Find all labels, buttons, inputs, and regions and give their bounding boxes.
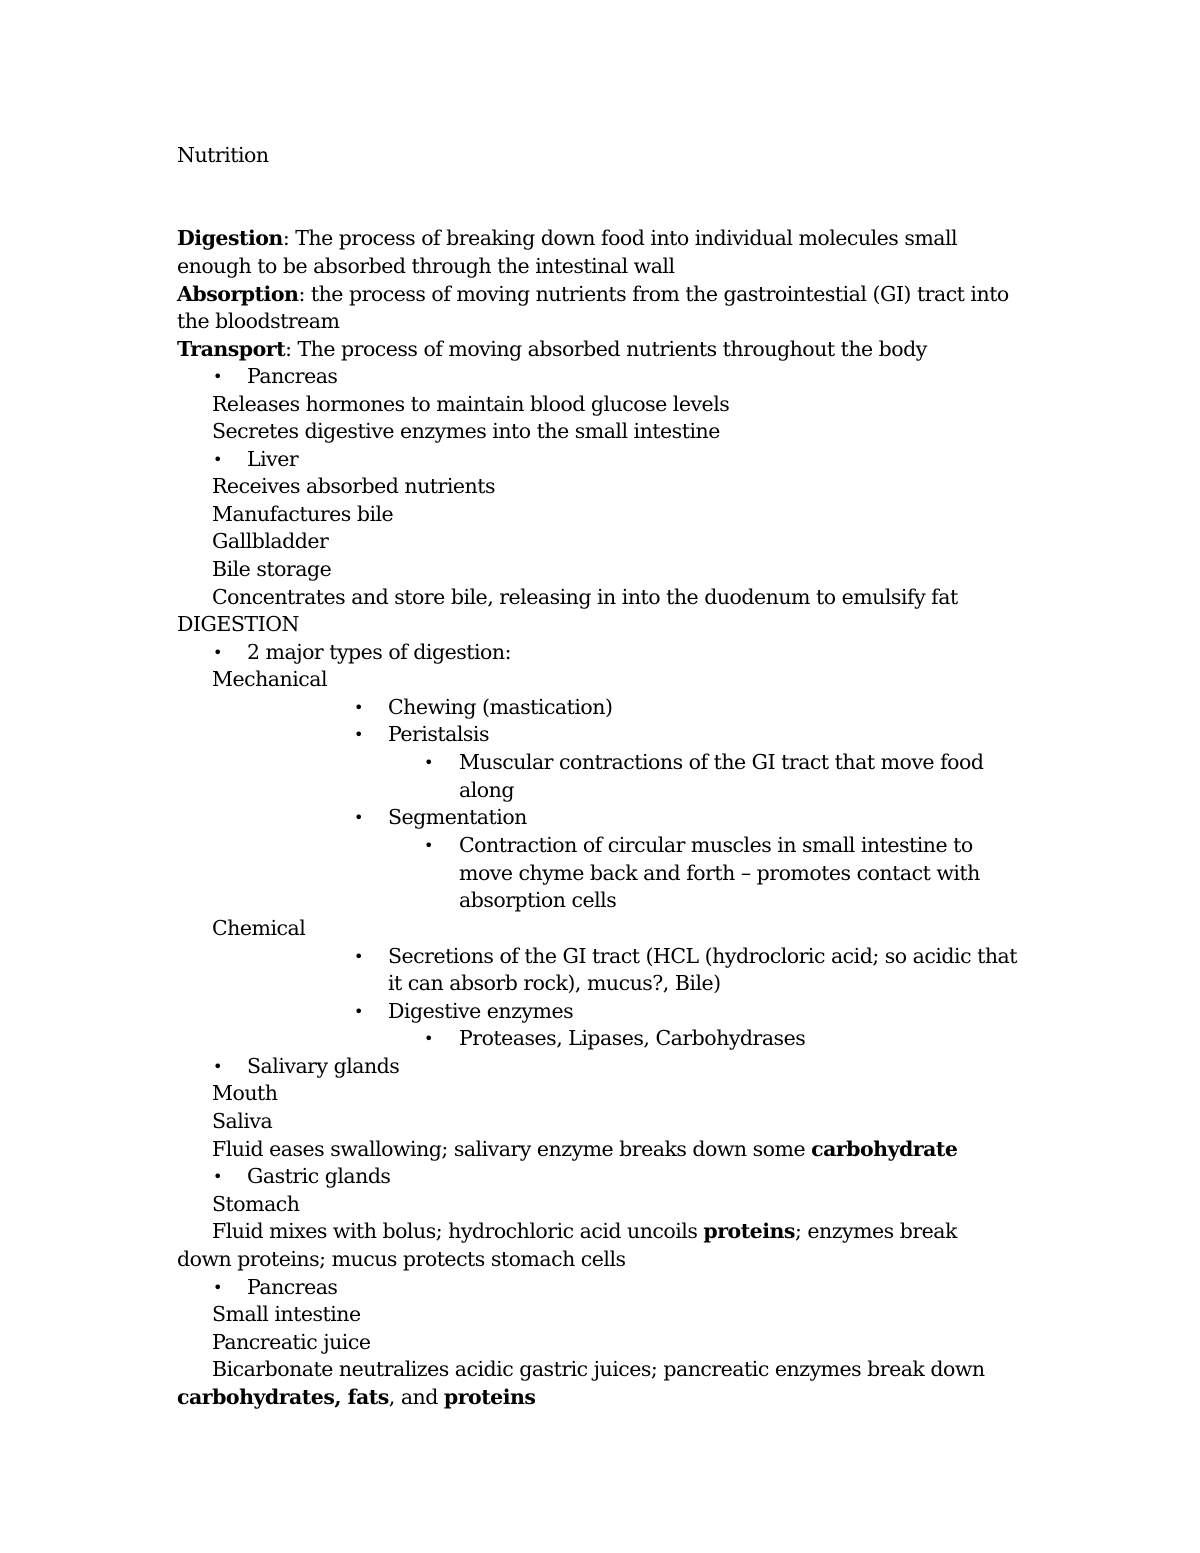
def-term: Transport [177,337,286,361]
mechanical-label: Mechanical [212,667,328,691]
bold-proteins: proteins [443,1385,536,1409]
chemical-secretions-cont: it can absorb rock), mucus?, Bile) [388,971,721,995]
bullet: • [424,836,433,855]
segmentation-detail: Contraction of circular muscles in small intestine to [459,833,973,857]
gallbladder-line-2: Concentrates and store bile, releasing in into the duodenum to emulsify fat [212,585,958,609]
pancreas2-label: Pancreas [247,1275,338,1299]
peristalsis-detail-cont: along [459,778,514,802]
sep-1: , [334,1385,348,1409]
bullet: • [354,1002,363,1021]
salivary-action-bold: carbohydrate [811,1137,958,1161]
salivary-label: Salivary glands [247,1054,400,1078]
liver-line-1: Receives absorbed nutrients [212,474,495,498]
segmentation-detail-cont2: absorption cells [459,888,617,912]
types-bullet: 2 major types of digestion: [247,640,511,664]
gastric-action-text: Fluid mixes with bolus; hydrochloric acid uncoils [212,1219,704,1243]
def-absorption-cont: the bloodstream [177,309,340,333]
salivary-action-text: Fluid eases swallowing; salivary enzyme breaks down some [212,1137,812,1161]
bullet: • [424,753,433,772]
organ-gallbladder: Gallbladder [212,529,329,553]
pancreas2-action: Bicarbonate neutralizes acidic gastric juices; pancreatic enzymes break down [212,1357,985,1381]
bullet: • [213,1057,222,1076]
pancreas2-secretion: Pancreatic juice [212,1330,371,1354]
segmentation-detail-cont: move chyme back and forth – promotes contact with [459,861,980,885]
bullet: • [354,808,363,827]
bullet: • [213,1278,222,1297]
gastric-action [212,1218,957,1245]
bullet: • [354,698,363,717]
gastric-action-bold: proteins [703,1219,795,1243]
bullet: • [354,947,363,966]
liver-line-2: Manufactures bile [212,502,394,526]
chemical-secretions: Secretions of the GI tract (HCL (hydrocloric acid; so acidic that [388,944,1017,968]
gastric-action-cont: down proteins; mucus protects stomach cells [177,1247,626,1271]
def-text: : the process of moving nutrients from the gastrointestial (GI) tract into [298,282,1009,306]
peristalsis-detail: Muscular contractions of the GI tract that move food [459,750,984,774]
chemical-label: Chemical [212,916,306,940]
organ-liver: Liver [247,447,299,471]
enzymes-detail: Proteases, Lipases, Carbohydrases [459,1026,806,1050]
gastric-action-text-2: ; enzymes break [794,1219,957,1243]
def-absorption [177,281,1009,308]
def-digestion-cont: enough to be absorbed through the intestinal wall [177,254,675,278]
mechanical-peristalsis: Peristalsis [388,722,489,746]
bullet: • [354,725,363,744]
bold-fats: fats [347,1385,389,1409]
def-transport [177,336,927,363]
pancreas2-site: Small intestine [212,1302,361,1326]
mechanical-segmentation: Segmentation [388,805,527,829]
bullet: • [213,1167,222,1186]
doc-title: Nutrition [177,143,269,167]
organ-pancreas: Pancreas [247,364,338,388]
pancreas2-action-cont [177,1384,535,1411]
sep-2: , and [388,1385,444,1409]
pancreas-line-2: Secretes digestive enzymes into the small intestine [212,419,720,443]
bold-carbohydrates: carbohydrates [177,1385,335,1409]
gastric-site: Stomach [212,1192,300,1216]
def-text: : The process of breaking down food into individual molecules small [282,226,958,250]
bullet: • [213,367,222,386]
bullet: • [213,643,222,662]
def-term: Absorption [177,282,299,306]
salivary-site: Mouth [212,1081,278,1105]
salivary-secretion: Saliva [212,1109,273,1133]
chemical-enzymes: Digestive enzymes [388,999,574,1023]
salivary-action [212,1136,957,1163]
mechanical-chewing: Chewing (mastication) [388,695,613,719]
pancreas-line-1: Releases hormones to maintain blood glucose levels [212,392,730,416]
section-heading: DIGESTION [177,612,299,636]
gallbladder-line-1: Bile storage [212,557,332,581]
def-digestion [177,225,957,252]
bullet: • [424,1029,433,1048]
bullet: • [213,450,222,469]
def-term: Digestion [177,226,283,250]
gastric-label: Gastric glands [247,1164,391,1188]
def-text: : The process of moving absorbed nutrients throughout the body [285,337,927,361]
